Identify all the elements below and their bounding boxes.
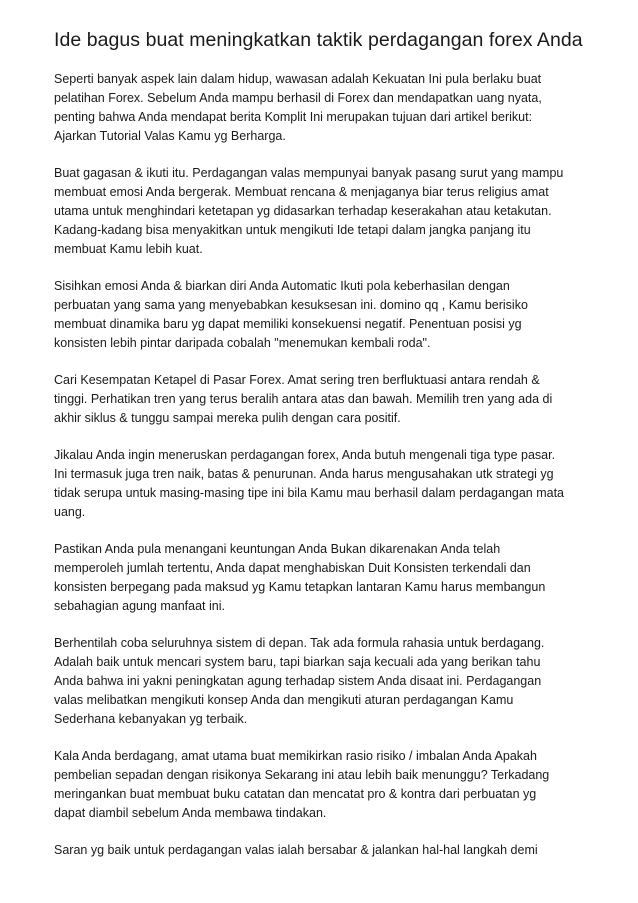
text-line: tinggi. Perhatikan tren yang terus beralih antara atas dan bawah. Memilih tren yang ada di — [54, 392, 553, 406]
text-line: konsisten berpegang pada maksud yg Kamu tetapkan lantaran Kamu harus membangun — [54, 580, 546, 594]
text-line: Sederhana kebanyakan yg terbaik. — [54, 712, 248, 726]
paragraph — [54, 634, 588, 729]
text-line: Kadang-kadang bisa menyakitkan untuk mengikuti Ide tetapi dalam jangka panjang itu — [54, 223, 531, 237]
text-line: Saran yg baik untuk perdagangan valas ialah bersabar & jalankan hal-hal langkah demi — [54, 843, 538, 857]
text-line: Kala Anda berdagang, amat utama buat memikirkan rasio risiko / imbalan Anda Apakah — [54, 749, 537, 763]
text-line: utama untuk menghindari ketetapan yg didasarkan terhadap keserakahan atau ketakutan. — [54, 204, 552, 218]
text-line: Ajarkan Tutorial Valas Kamu yg Berharga. — [54, 129, 286, 143]
text-line: perbuatan yang sama yang menyebabkan kesuksesan ini. domino qq , Kamu berisiko — [54, 298, 528, 312]
text-line: sebahagian agung manfaat ini. — [54, 599, 225, 613]
text-line: pelatihan Forex. Sebelum Anda mampu berhasil di Forex dan mendapatkan uang nyata, — [54, 91, 542, 105]
text-line: Berhentilah coba seluruhnya sistem di depan. Tak ada formula rahasia untuk berdagang. — [54, 636, 545, 650]
text-line: penting bahwa Anda mendapat berita Komplit Ini merupakan tujuan dari artikel berikut: — [54, 110, 533, 124]
text-line: uang. — [54, 505, 86, 519]
paragraph — [54, 164, 588, 259]
paragraph — [54, 371, 588, 428]
text-line: Ini termasuk juga tren naik, batas & penurunan. Anda harus mengusahakan utk strategi yg — [54, 467, 554, 481]
text-line: membuat Kamu lebih kuat. — [54, 242, 203, 256]
paragraph — [54, 540, 588, 616]
text-line: Sisihkan emosi Anda & biarkan diri Anda Automatic Ikuti pola keberhasilan dengan — [54, 279, 510, 293]
text-line: konsisten lebih pintar daripada cobalah "menemukan kembali roda". — [54, 336, 431, 350]
document-page — [54, 28, 588, 878]
paragraph — [54, 446, 588, 522]
text-line: Buat gagasan & ikuti itu. Perdagangan valas mempunyai banyak pasang surut yang mampu — [54, 166, 564, 180]
text-line: valas melibatkan mengikuti konsep Anda dan mengikuti aturan perdagangan Kamu — [54, 693, 514, 707]
text-line: dapat diambil sebelum Anda membawa tindakan. — [54, 806, 327, 820]
text-line: pembelian sepadan dengan risikonya Sekarang ini atau lebih baik menunggu? Terkadang — [54, 768, 550, 782]
paragraph — [54, 277, 588, 353]
text-line: membuat emosi Anda bergerak. Membuat rencana & menjaganya biar terus religius amat — [54, 185, 549, 199]
paragraph — [54, 747, 588, 823]
paragraph — [54, 841, 588, 860]
text-line: meringankan buat membuat buku catatan dan mencatat pro & kontra dari perbuatan yg — [54, 787, 537, 801]
text-line: Seperti banyak aspek lain dalam hidup, wawasan adalah Kekuatan Ini pula berlaku buat — [54, 72, 542, 86]
text-line: membuat dinamika baru yg dapat memiliki konsekuensi negatif. Penentuan posisi yg — [54, 317, 522, 331]
text-line: Jikalau Anda ingin meneruskan perdagangan forex, Anda butuh mengenali tiga type pasar. — [54, 448, 556, 462]
text-line: akhir siklus & tunggu sampai mereka pulih dengan cara positif. — [54, 411, 401, 425]
text-line: Adalah baik untuk mencari system baru, tapi biarkan saja kecuali ada yang berikan tahu — [54, 655, 541, 669]
text-line: memperoleh jumlah tertentu, Anda dapat menghabiskan Duit Konsisten terkendali dan — [54, 561, 531, 575]
page-title: Ide bagus buat meningkatkan taktik perdagangan forex Anda — [54, 29, 583, 51]
text-line: tidak serupa untuk masing-masing tipe ini bila Kamu mau berhasil dalam perdagangan mata — [54, 486, 565, 500]
text-line: Cari Kesempatan Ketapel di Pasar Forex. Amat sering tren berfluktuasi antara rendah & — [54, 373, 540, 387]
text-line: Anda bahwa ini yakni peningkatan agung terhadap sistem Anda disaat ini. Perdagangan — [54, 674, 542, 688]
text-line: Pastikan Anda pula menangani keuntungan Anda Bukan dikarenakan Anda telah — [54, 542, 501, 556]
paragraph — [54, 70, 588, 146]
